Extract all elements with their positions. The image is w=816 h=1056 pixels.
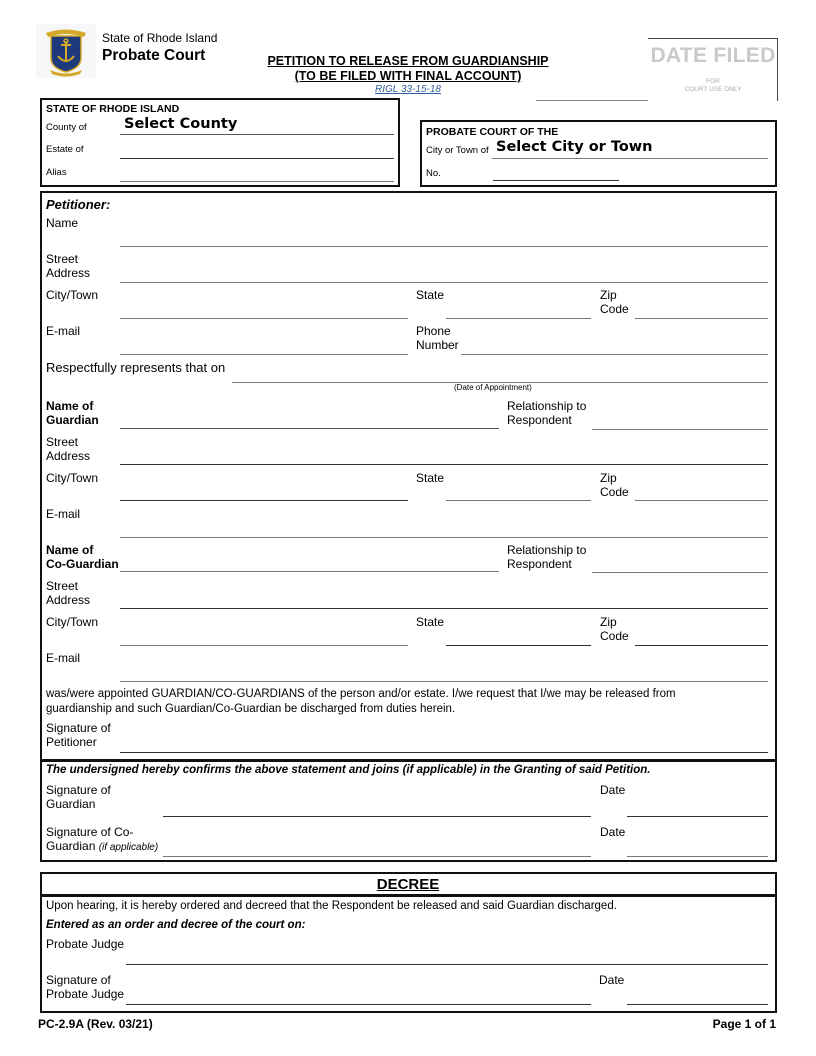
guardian-signature-label-2: Guardian (46, 797, 96, 811)
page-number: Page 1 of 1 (712, 1017, 776, 1031)
decree-title: DECREE (376, 876, 440, 893)
coguardian-city-input[interactable] (120, 627, 408, 645)
coguardian-email-input[interactable] (120, 663, 768, 681)
guardian-name-label-2: Guardian (46, 413, 99, 427)
guardian-name-underline (120, 428, 499, 429)
guardian-street-underline (120, 464, 768, 465)
coguardian-name-label-1: Name of (46, 543, 94, 557)
guardian-zip-label-1: Zip (600, 471, 617, 485)
alias-input[interactable] (120, 163, 394, 181)
guardian-street-input[interactable] (120, 446, 768, 464)
petitioner-signature-field[interactable] (120, 732, 768, 752)
petitioner-state-label: State (416, 288, 445, 302)
if-applicable-note: (if applicable) (98, 842, 159, 853)
petitioner-street-label-1: Street (46, 252, 79, 266)
state-name: State of Rhode Island (102, 31, 218, 45)
coguardian-name-underline (120, 571, 499, 572)
petitioner-phone-label-1: Phone (416, 324, 451, 338)
coguardian-signature-label-1: Signature of Co- (46, 825, 134, 839)
guardian-state-input[interactable] (446, 482, 591, 500)
guardian-city-underline (120, 500, 408, 501)
guardian-city-label: City/Town (46, 471, 99, 485)
date-filed-title: DATE FILED (650, 44, 776, 67)
guardian-email-input[interactable] (120, 519, 768, 537)
coguardian-street-underline (120, 608, 768, 609)
county-select[interactable]: Select County (124, 116, 238, 132)
guardian-relationship-label-2: Respondent (507, 413, 572, 427)
case-no-underline (493, 180, 619, 181)
probate-judge-underline (126, 964, 768, 965)
city-town-underline (492, 158, 768, 159)
coguardian-street-label-1: Street (46, 579, 79, 593)
coguardian-date-label: Date (600, 825, 626, 839)
guardian-signature-field[interactable] (163, 796, 591, 816)
statement-line1: was/were appointed GUARDIAN/CO-GUARDIANS of the person and/or estate. I/we request that I/we may be released from (46, 688, 676, 700)
petitioner-phone-label-2: Number (416, 338, 459, 352)
coguardian-email-label: E-mail (46, 651, 81, 665)
petitioner-state-underline (446, 318, 591, 319)
judge-signature-field[interactable] (126, 984, 591, 1004)
coguardian-state-label: State (416, 615, 445, 629)
guardian-date-input[interactable] (627, 798, 768, 816)
coguardian-relationship-label-1: Relationship to (507, 543, 587, 557)
petitioner-street-input[interactable] (120, 264, 768, 282)
judge-signature-label-1: Signature of (46, 973, 111, 987)
petitioner-street-label-2: Address (46, 266, 91, 280)
seal-logo (36, 24, 96, 78)
guardian-name-input[interactable] (120, 410, 499, 428)
petitioner-zip-label-1: Zip (600, 288, 617, 302)
confirmation-heading: The undersigned hereby confirms the above statement and joins (if applicable) in the Granting of said Petition. (46, 764, 651, 776)
petitioner-signature-label-1: Signature of (46, 721, 111, 735)
judge-signature-underline (126, 1004, 591, 1005)
coguardian-date-input[interactable] (627, 838, 768, 856)
petitioner-name-label: Name (46, 216, 79, 230)
decree-entered-label: Entered as an order and decree of the court on: (46, 919, 306, 931)
case-box-heading: STATE OF RHODE ISLAND (46, 103, 180, 115)
alias-underline (120, 181, 394, 182)
coguardian-email-underline (120, 681, 768, 682)
court-use-note-line2: COURT USE ONLY (684, 86, 742, 93)
form-title-line2: (TO BE FILED WITH FINAL ACCOUNT) (294, 69, 522, 83)
alias-label: Alias (46, 167, 67, 178)
represents-label: Respectfully represents that on (46, 360, 226, 375)
guardian-email-label: E-mail (46, 507, 81, 521)
guardian-relationship-underline (592, 429, 768, 430)
court-use-only-note (648, 78, 778, 94)
court-box-heading: PROBATE COURT OF THE (426, 126, 559, 138)
petitioner-city-input[interactable] (120, 300, 408, 318)
date-of-appointment-caption: (Date of Appointment) (454, 383, 532, 392)
guardian-name-label-1: Name of (46, 399, 94, 413)
judge-signature-label-2: Probate Judge (46, 987, 125, 1001)
rhode-island-seal-icon (36, 24, 96, 78)
coguardian-street-input[interactable] (120, 590, 768, 608)
petitioner-heading: Petitioner: (46, 197, 111, 212)
guardian-street-label-2: Address (46, 449, 91, 463)
petitioner-signature-label-2: Petitioner (46, 735, 97, 749)
case-no-label: No. (426, 168, 441, 179)
petitioner-phone-underline (461, 354, 768, 355)
coguardian-relationship-underline (592, 572, 768, 573)
statute-link[interactable]: RIGL 33-15-18 (375, 84, 441, 95)
statement-line2: guardianship and such Guardian/Co-Guardian be discharged from duties herein. (46, 703, 456, 715)
coguardian-zip-label-2: Code (600, 629, 629, 643)
form-title-line1: PETITION TO RELEASE FROM GUARDIANSHIP (267, 54, 549, 68)
guardian-state-underline (446, 500, 591, 501)
estate-underline (120, 158, 394, 159)
petitioner-zip-label-2: Code (600, 302, 629, 316)
probate-judge-label: Probate Judge (46, 937, 125, 951)
form-id: PC-2.9A (Rev. 03/21) (38, 1017, 153, 1031)
petitioner-zip-underline (635, 318, 768, 319)
petitioner-email-input[interactable] (120, 336, 408, 354)
petitioner-zip-input[interactable] (635, 300, 768, 318)
coguardian-relationship-label-2: Respondent (507, 557, 572, 571)
coguardian-name-label-2: Co-Guardian (46, 557, 119, 571)
petitioner-email-label: E-mail (46, 324, 81, 338)
petitioner-city-underline (120, 318, 408, 319)
guardian-relationship-label-1: Relationship to (507, 399, 587, 413)
coguardian-city-underline (120, 645, 408, 646)
guardian-zip-label-2: Code (600, 485, 629, 499)
coguardian-signature-label-text: Guardian (46, 839, 96, 853)
guardian-signature-underline (163, 816, 591, 817)
court-name: Probate Court (102, 47, 206, 64)
petitioner-name-underline (120, 246, 768, 247)
guardian-zip-input[interactable] (635, 482, 768, 500)
judge-date-label: Date (599, 973, 625, 987)
guardian-city-input[interactable] (120, 482, 408, 500)
guardian-relationship-input[interactable] (592, 411, 768, 429)
guardian-state-label: State (416, 471, 445, 485)
petitioner-state-input[interactable] (446, 300, 591, 318)
petitioner-phone-input[interactable] (461, 336, 768, 354)
coguardian-state-underline (446, 645, 591, 646)
coguardian-street-label-2: Address (46, 593, 91, 607)
estate-label: Estate of (46, 144, 84, 155)
judge-date-underline (627, 1004, 768, 1005)
coguardian-zip-label-1: Zip (600, 615, 617, 629)
coguardian-signature-field[interactable] (163, 836, 591, 856)
petitioner-city-label: City/Town (46, 288, 99, 302)
court-use-note-line1: FOR (706, 78, 720, 85)
petitioner-signature-underline (120, 752, 768, 753)
estate-input[interactable] (120, 140, 394, 158)
coguardian-signature-label-2 (46, 839, 158, 855)
coguardian-zip-input[interactable] (635, 627, 768, 645)
coguardian-signature-underline (163, 856, 591, 857)
coguardian-date-underline (627, 856, 768, 857)
coguardian-relationship-input[interactable] (592, 554, 768, 572)
petitioner-street-underline (120, 282, 768, 283)
guardian-date-label: Date (600, 783, 626, 797)
guardian-signature-label-1: Signature of (46, 783, 111, 797)
judge-date-input[interactable] (627, 986, 768, 1004)
city-town-label: City or Town of (426, 145, 489, 156)
petitioner-name-input[interactable] (120, 228, 768, 246)
guardian-street-label-1: Street (46, 435, 79, 449)
guardian-zip-underline (635, 500, 768, 501)
guardian-date-underline (627, 816, 768, 817)
decree-text: Upon hearing, it is hereby ordered and decreed that the Respondent be released and said Guardian discharged. (46, 900, 617, 912)
coguardian-city-label: City/Town (46, 615, 99, 629)
petitioner-email-underline (120, 354, 408, 355)
county-label: County of (46, 122, 87, 133)
case-no-input[interactable] (493, 163, 619, 179)
county-underline (120, 134, 394, 135)
date-of-appointment-input[interactable] (232, 364, 768, 382)
header-rule (536, 100, 648, 101)
coguardian-state-input[interactable] (446, 627, 591, 645)
probate-judge-input[interactable] (126, 946, 768, 964)
city-town-select[interactable]: Select City or Town (496, 139, 653, 155)
guardian-email-underline (120, 537, 768, 538)
coguardian-name-input[interactable] (120, 553, 499, 571)
coguardian-zip-underline (635, 645, 768, 646)
